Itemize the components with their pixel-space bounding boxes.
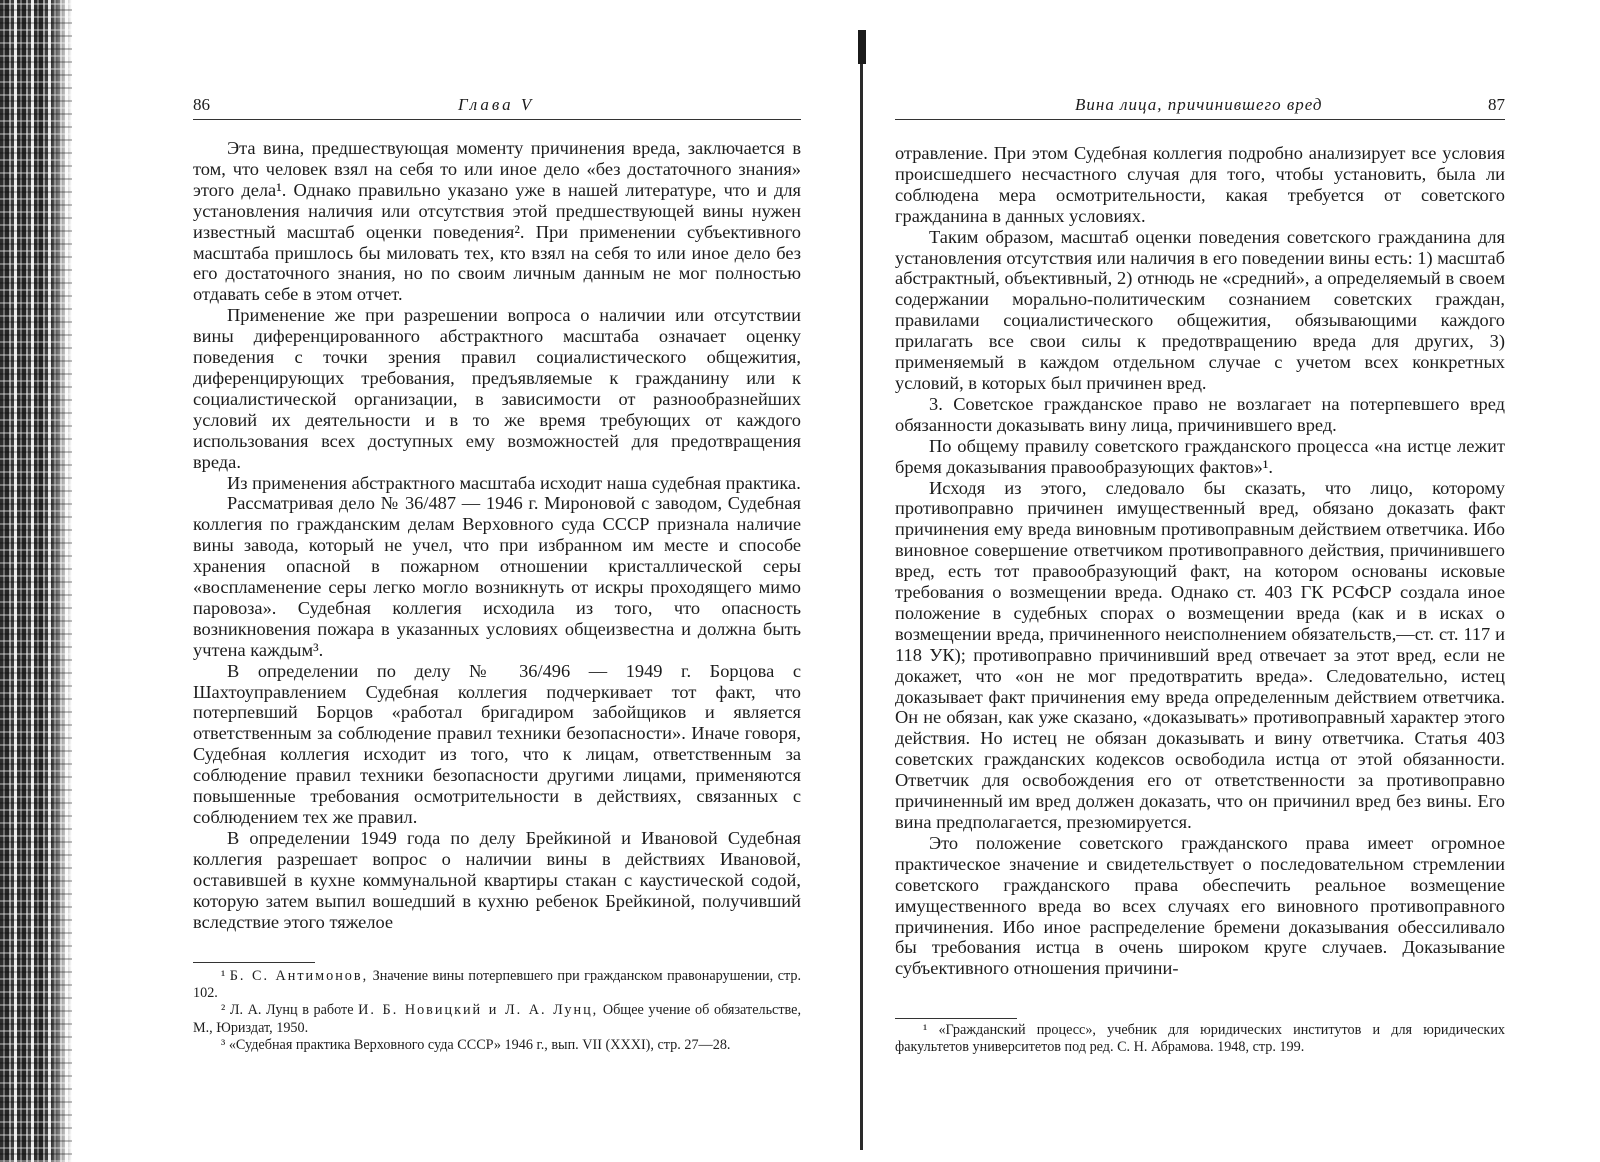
footnote bbox=[895, 1022, 1505, 1056]
page-number: 87 bbox=[1488, 95, 1505, 114]
running-head: Вина лица, причинившего вред bbox=[1075, 95, 1323, 114]
footnote-mark: ² bbox=[221, 1002, 226, 1019]
paragraph: По общему правилу советского гражданского процесса «на истце лежит бремя доказывания правообразующих фактов»¹. bbox=[895, 435, 1505, 477]
footnote-text: Значение вины потерпевшего при гражданском правонарушении, стр. 102. bbox=[193, 968, 801, 1002]
right-page-body bbox=[895, 143, 1505, 979]
paragraph: Это положение советского гражданского права имеет огромное практическое значение и свидетельствует о последовательном стремлении советского гражданского права обеспечить реальное возмещение имущественного вреда во всех случаях его виновного противоправного причинения. Ибо иное распределение бремени доказывания обессиливало бы требования истца в очень широком круге случаев. Доказывание субъективного отношения причини- bbox=[895, 832, 1505, 979]
left-page-header bbox=[193, 95, 801, 120]
paragraph: Эта вина, предшествующая моменту причинения вреда, заключается в том, что человек взял на себя то или иное дело «без достаточного знания» этого дела¹. Однако правильно указано уже в нашей литературе, что и для установления наличия или отсутствия этой предшествующей вины нужен известный масштаб оценки поведения². При применении субъективного масштаба пришлось бы миловать тех, кто взял на себя то или иное дело без его достаточного знания, но по своим личным данным не мог полностью отдавать себе в этом отчет. bbox=[193, 138, 801, 305]
paragraph: В определении по делу № 36/496 — 1949 г. Борцова с Шахтоуправлением Судебная коллегия подчеркивает тот факт, что потерпевший Борцов «работал бригадиром забойщиков и является ответственным за соблюдение правил техники безопасности». Иначе говоря, Судебная коллегия исходит из того, что к лицам, ответственным за соблюдение правил техники безопасности другими лицами, применяются повышенные требования осмотрительности в действиях, связанных с соблюдением тех же правил. bbox=[193, 660, 801, 827]
footnote-text: Общее учение об обязательстве, М., Юриздат, 1950. bbox=[193, 1002, 801, 1036]
footnote-rule bbox=[193, 962, 315, 963]
paragraph: Рассматривая дело № 36/487 — 1946 г. Мироновой с заводом, Судебная коллегия по гражданским делам Верховного суда СССР признала наличие вины завода, который не учел, что при избранном им месте и способе хранения опасной в пожарном отношении кристаллической серы «воспламенение серы легко могло возникнуть от искры проходящего мимо паровоза». Судебная коллегия исходила из того, что опасность возникновения пожара в указанных условиях общеизвестна и должна быть учтена каждым³. bbox=[193, 493, 801, 660]
paragraph: отравление. При этом Судебная коллегия подробно анализирует все условия происшедшего несчастного случая для того, чтобы установить, была ли соблюдена мера осмотрительности, какая требуется от советского гражданина в данных условиях. bbox=[895, 143, 1505, 226]
paragraph: Таким образом, масштаб оценки поведения советского гражданина для установления отсутствия или наличия в его поведении вины есть: 1) масштаб абстрактный, объективный, 2) отнюдь не «средний», а определяемый в своем содержании морально-политическим сознанием советских граждан, правилами социалистического общежития, обязывающими каждого прилагать все свои силы к предотвращению вреда для других, 3) применяемый в каждом отдельном случае с учетом всех конкретных условий, в которых был причинен вред. bbox=[895, 226, 1505, 393]
book-gutter bbox=[860, 30, 863, 1150]
paragraph: В определении 1949 года по делу Брейкиной и Ивановой Судебная коллегия разрешает вопрос о наличии вины в действиях Ивановой, оставившей в кухне коммунальной квартиры стакан с каустической содой, которую затем выпил вошедший в кухню ребенок Брейкиной, получивший вследствие этого тяжелое bbox=[193, 827, 801, 932]
footnote-mark: ³ bbox=[221, 1036, 226, 1053]
scan-edge-noise bbox=[0, 0, 72, 1162]
right-page-header bbox=[895, 95, 1505, 120]
left-footnotes bbox=[193, 968, 801, 1054]
paragraph: Применение же при разрешении вопроса о наличии или отсутствии вины диференцированного абстрактного масштаба означает оценку поведения с точки зрения правил социалистического общежития, диференцирующих требования, предъявляемые к гражданину или к социалистической организации, в зависимости от разнообразнейших условий их деятельности и в то же время требующих от каждого использования всех доступных ему возможностей для предотвращения вреда. bbox=[193, 305, 801, 472]
running-head: Глава V bbox=[458, 95, 535, 114]
footnote-author: Б. С. Антимонов, bbox=[229, 968, 369, 984]
footnote-author: И. Б. Новицкий и Л. А. Лунц, bbox=[358, 1002, 599, 1019]
footnote bbox=[193, 968, 801, 1002]
footnote-mark: ¹ bbox=[221, 968, 226, 984]
footnote bbox=[193, 1037, 801, 1054]
footnote-text: «Судебная практика Верховного суда СССР» 1946 г., вып. VII (XXXI), стр. 27—28. bbox=[228, 1036, 731, 1053]
paragraph: 3. Советское гражданское право не возлагает на потерпевшего вред обязанности доказывать вину лица, причинившего вред. bbox=[895, 393, 1505, 435]
page-number: 86 bbox=[193, 95, 210, 114]
left-page-body bbox=[193, 138, 801, 932]
paragraph: Исходя из этого, следовало бы сказать, что лицо, которому противоправно причинен имущественный вред, обязано доказать факт причинения ему вреда виновным противоправным действием ответчика. Ибо виновное совершение ответчиком противоправного действия, причинившего вред, есть тот правообразующий факт, на котором основаны исковые требования о возмещении вреда. Однако ст. 403 ГК РСФСР создала иное положение в судебных спорах о возмещении вреда (как и в исках о возмещении вреда, причиненного неисполнением обязательств,—ст. ст. 117 и 118 УК); противоправно причинивший вред отвечает за этот вред, если не докажет, что «он не мог предотвратить вреда». Следовательно, истец доказывает факт причинения ему вреда определенным действием ответчика. Он не обязан, как уже сказано, «доказывать» противоправный характер этого действия. Но истец не обязан доказывать и вину ответчика. Статья 403 советских гражданских кодексов освободила истца от этой обязанности. Ответчик для освобождения его от ответственности за противоправно причиненный им вред должен доказать, что он причинил вред без вины. Его вина предполагается, презюмируется. bbox=[895, 477, 1505, 832]
gutter-mark bbox=[858, 30, 866, 64]
paragraph: Из применения абстрактного масштаба исходит наша судебная практика. bbox=[227, 472, 801, 493]
footnote bbox=[193, 1002, 801, 1036]
right-footnotes bbox=[895, 1022, 1505, 1056]
footnote-rule bbox=[895, 1018, 1017, 1019]
footnote-text: «Гражданский процесс», учебник для юридических институтов и для юридических факультетов университетов под ред. С. Н. Абрамова. 1948, стр. 199. bbox=[895, 1022, 1506, 1056]
footnote-mark: ¹ bbox=[923, 1022, 928, 1038]
footnote-text: Л. А. Лунц в работе bbox=[229, 1002, 359, 1019]
